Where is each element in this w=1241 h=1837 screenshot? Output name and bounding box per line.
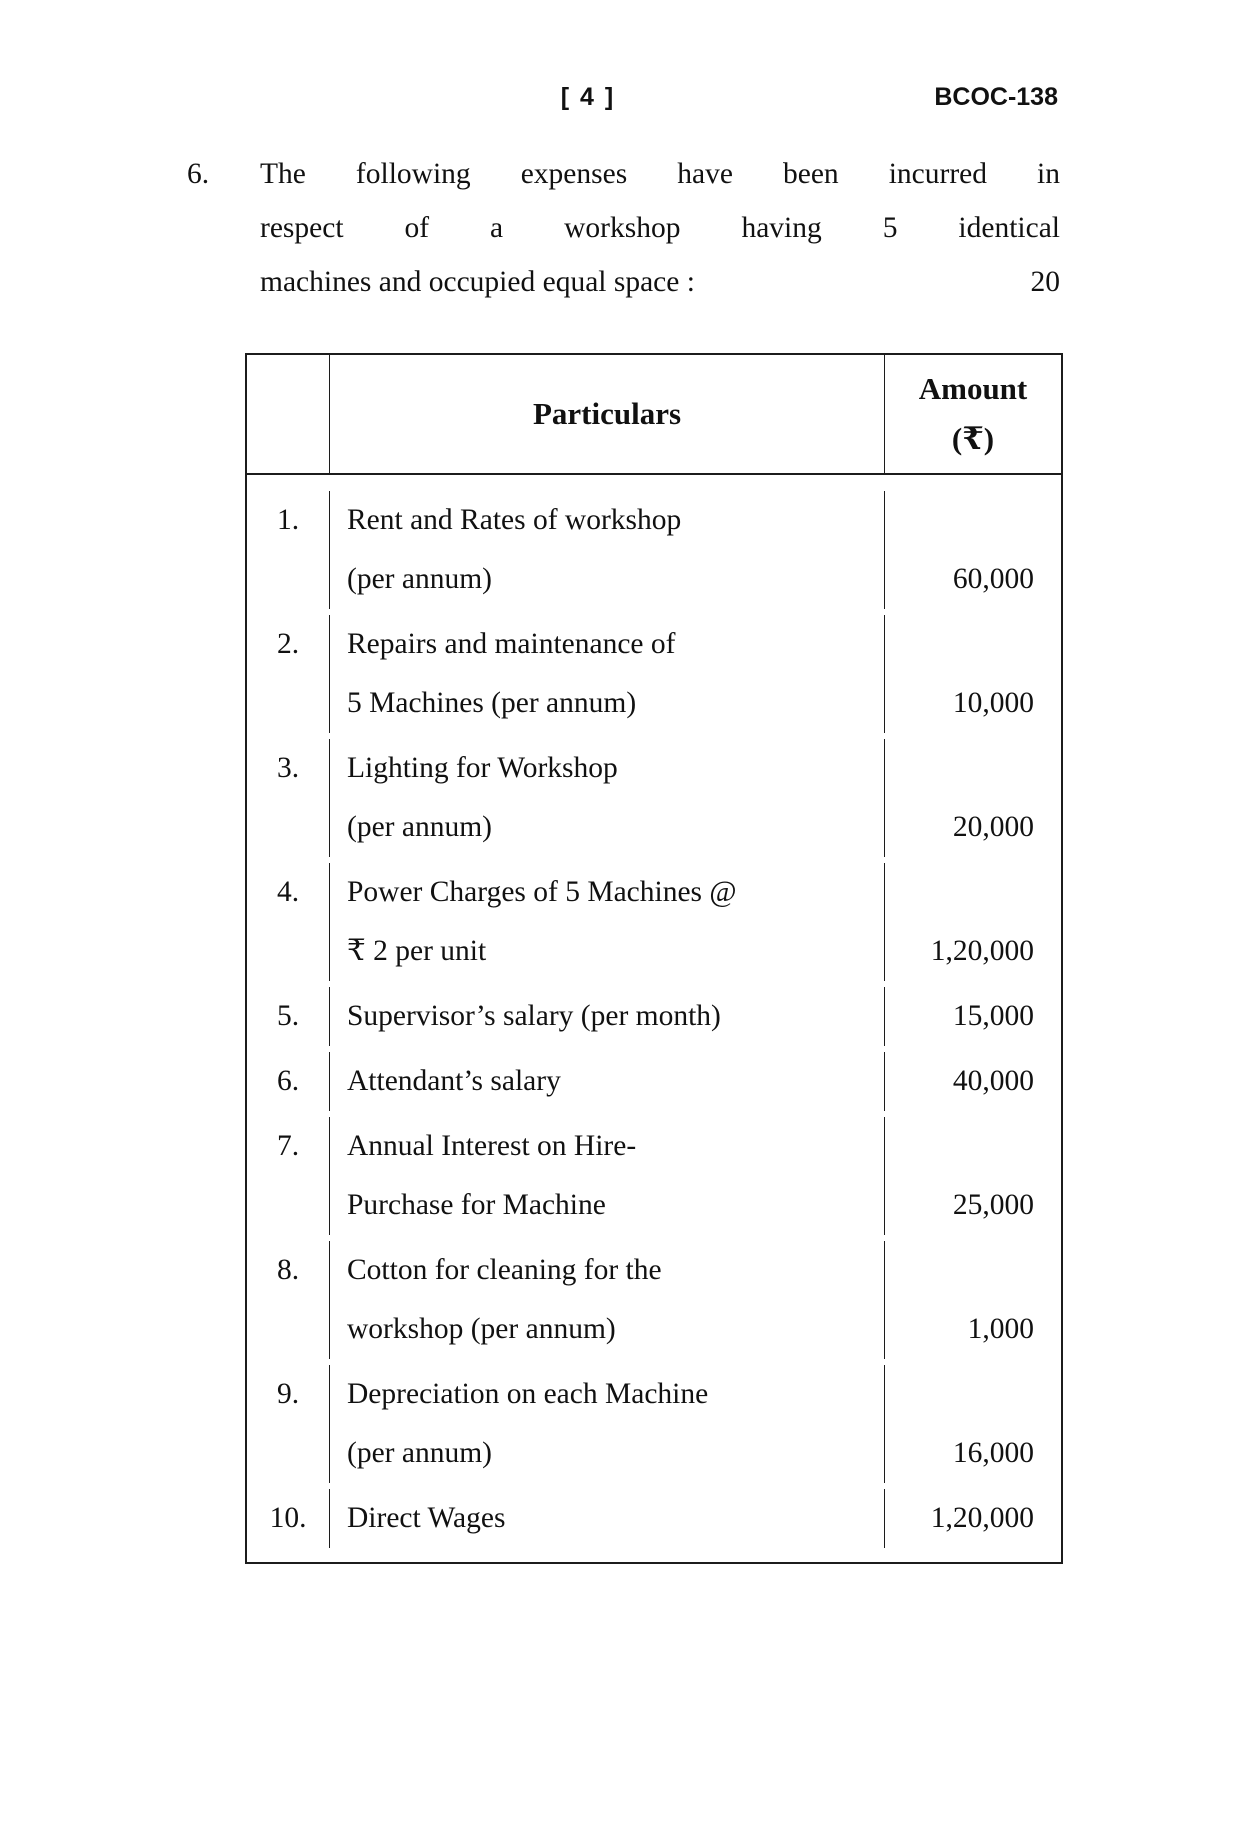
row-number: 7. [247,1117,330,1235]
particulars-line: ₹ 2 per unit [347,935,487,967]
row-number: 10. [247,1489,330,1548]
question-line-3-text: machines and occupied equal space : [260,266,695,298]
table-row [247,863,1061,981]
particulars-line: Power Charges of 5 Machines @ [347,876,737,908]
particulars-line: Lighting for Workshop [347,752,618,784]
row-number: 6. [247,1052,330,1111]
row-amount: 1,20,000 [930,1502,1034,1534]
particulars-line: (per annum) [347,563,492,595]
course-code: BCOC-138 [934,83,1058,111]
header-amount [885,355,1061,473]
row-particulars [330,863,885,981]
table-row [247,1489,1061,1548]
row-number: 8. [247,1241,330,1359]
particulars-line: workshop (per annum) [347,1313,616,1345]
table-row [247,1052,1061,1111]
table-row [247,1241,1061,1359]
particulars-line: Cotton for cleaning for the [347,1254,662,1286]
particulars-line: Attendant’s salary [347,1065,561,1097]
row-amount: 20,000 [952,811,1034,843]
row-amount: 40,000 [952,1065,1034,1097]
table-body [247,475,1061,1562]
row-particulars [330,1117,885,1235]
row-particulars [330,1365,885,1483]
header-amount-currency: (₹) [951,421,995,456]
particulars-line: Rent and Rates of workshop [347,504,682,536]
row-particulars [330,615,885,733]
question-line-2: respect of a workshop having 5 identical [260,212,1060,244]
page-number: [ 4 ] [560,83,616,111]
header-serial-cell [247,355,330,473]
question-number: 6. [187,158,210,190]
particulars-line: Depreciation on each Machine [347,1378,709,1410]
row-number: 4. [247,863,330,981]
expenses-table [245,353,1063,1564]
row-amount: 25,000 [952,1189,1034,1221]
header-amount-label: Amount [918,371,1028,406]
row-number: 2. [247,615,330,733]
row-number: 1. [247,491,330,609]
header-particulars: Particulars [330,355,885,473]
particulars-line: Repairs and maintenance of [347,628,676,660]
particulars-line: Annual Interest on Hire- [347,1130,637,1162]
row-amount: 16,000 [952,1437,1034,1469]
particulars-line: Direct Wages [347,1502,506,1534]
row-amount: 1,000 [967,1313,1034,1345]
page-header [0,83,1241,115]
table-row [247,491,1061,609]
row-number: 3. [247,739,330,857]
table-row [247,1117,1061,1235]
table-row [247,739,1061,857]
question-text [260,147,1060,309]
particulars-line: Purchase for Machine [347,1189,606,1221]
particulars-line: Supervisor’s salary (per month) [347,1000,721,1032]
table-row [247,1365,1061,1483]
row-particulars [330,739,885,857]
row-particulars [330,1241,885,1359]
row-particulars [330,1052,885,1111]
row-particulars [330,1489,885,1548]
particulars-line: (per annum) [347,811,492,843]
row-amount: 1,20,000 [930,935,1034,967]
row-amount: 10,000 [952,687,1034,719]
question-line-1: The following expenses have been incurred in [260,158,1060,190]
question-marks: 20 [1030,266,1060,298]
table-row [247,987,1061,1046]
row-amount: 60,000 [952,563,1034,595]
table-row [247,615,1061,733]
row-particulars [330,491,885,609]
row-amount: 15,000 [952,1000,1034,1032]
question-6 [0,147,1241,309]
row-number: 9. [247,1365,330,1483]
question-line-3 [260,255,1060,309]
particulars-line: (per annum) [347,1437,492,1469]
row-number: 5. [247,987,330,1046]
row-particulars [330,987,885,1046]
table-header-row [247,355,1061,475]
particulars-line: 5 Machines (per annum) [347,687,637,719]
